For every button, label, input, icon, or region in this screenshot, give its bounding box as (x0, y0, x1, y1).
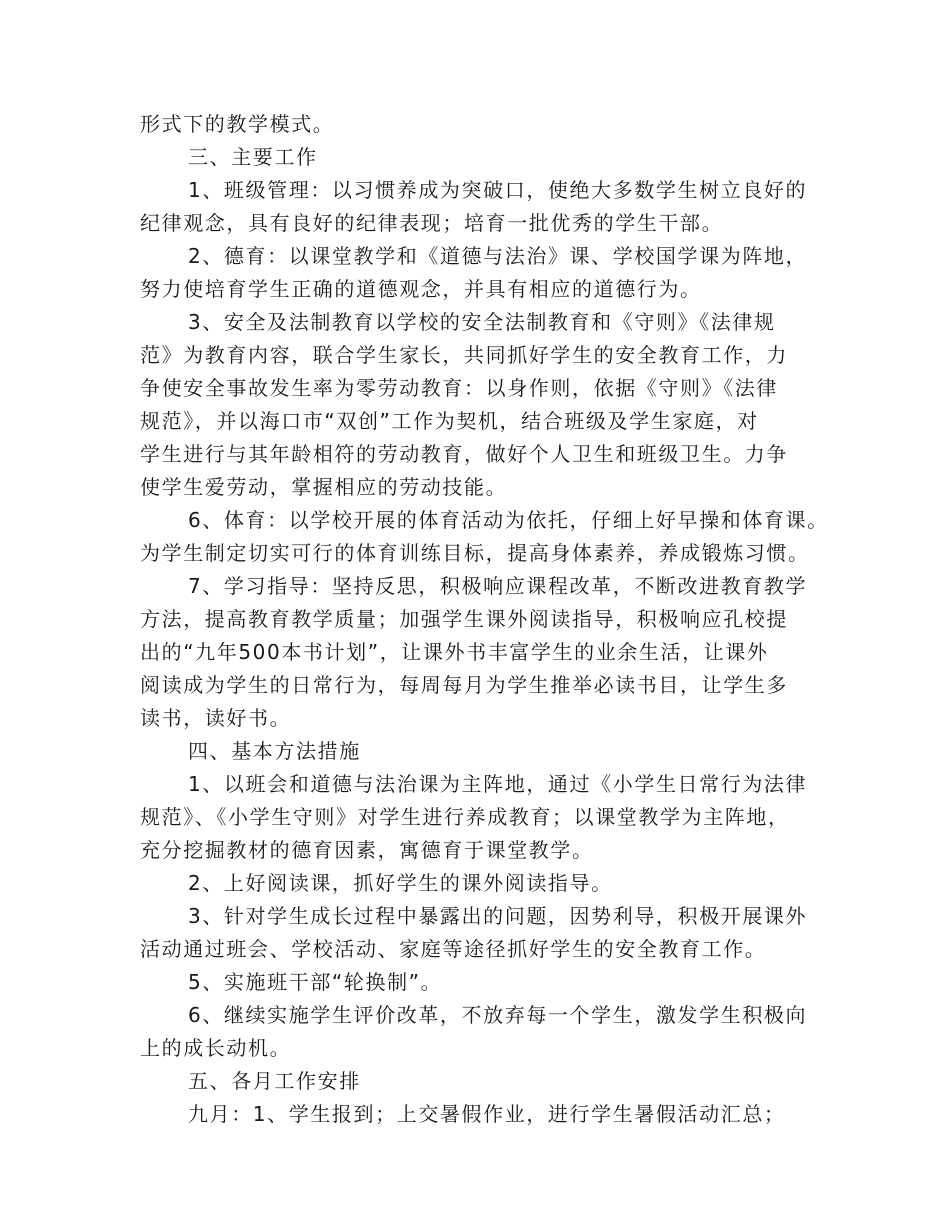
text-line: 规范》，并以海口市“双创”工作为契机，结合班级及学生家庭，对 (140, 409, 759, 433)
text-line: 6、体育：以学校开展的体育活动为依托，仔细上好早操和体育课。 (188, 508, 829, 532)
section-heading: 五、各月工作安排 (188, 1069, 361, 1093)
text-line: 6、继续实施学生评价改革，不放弃每一个学生，激发学生积极向 (188, 1003, 808, 1027)
text-line: 范》为教育内容，联合学生家长，共同抓好学生的安全教育工作，力 (140, 343, 788, 367)
text-line: 使学生爱劳动，掌握相应的劳动技能。 (140, 475, 508, 499)
text-line: 出的“九年500本书计划”，让课外书丰富学生的业余生活，让课外 (140, 640, 769, 664)
text-line: 学生进行与其年龄相符的劳动教育，做好个人卫生和班级卫生。力争 (140, 442, 788, 466)
text-line: 阅读成为学生的日常行为，每周每月为学生推举必读书目，让学生多 (140, 673, 788, 697)
text-line: 为学生制定切实可行的体育训练目标，提高身体素养，养成锻炼习惯。 (140, 541, 810, 565)
text-line: 充分挖掘教材的德育因素，寓德育于课堂教学。 (140, 838, 594, 862)
text-line: 规范》、《小学生守则》对学生进行养成教育；以课堂教学为主阵地， (140, 805, 790, 829)
text-line: 1、以班会和道德与法治课为主阵地，通过《小学生日常行为法律 (188, 772, 808, 796)
text-line: 2、德育：以课堂教学和《道德与法治》课、学校国学课为阵地， (188, 244, 808, 268)
text-line: 上的成长动机。 (140, 1036, 292, 1060)
text-line: 九月：1、学生报到；上交暑假作业，进行学生暑假活动汇总； (188, 1102, 786, 1126)
text-line: 读书，读好书。 (140, 706, 292, 730)
text-line: 纪律观念，具有良好的纪律表现；培育一批优秀的学生干部。 (140, 211, 724, 235)
text-line: 方法，提高教育教学质量；加强学生课外阅读指导，积极响应孔校提 (140, 607, 788, 631)
section-heading: 四、基本方法措施 (188, 739, 361, 763)
text-line: 努力使培育学生正确的道德观念，并具有相应的道德行为。 (140, 277, 702, 301)
text-line: 争使安全事故发生率为零劳动教育：以身作则，依据《守则》《法律 (140, 376, 778, 400)
section-heading: 三、主要工作 (188, 145, 318, 169)
text-line: 5、实施班干部“轮换制”。 (188, 970, 443, 994)
text-line: 3、安全及法制教育以学校的安全法制教育和《守则》《法律规 (188, 310, 776, 334)
text-line: 形式下的教学模式。 (140, 112, 335, 136)
text-line: 1、班级管理：以习惯养成为突破口，使绝大多数学生树立良好的 (188, 178, 808, 202)
text-line: 活动通过班会、学校活动、家庭等途径抓好学生的安全教育工作。 (140, 937, 767, 961)
text-line: 7、学习指导：坚持反思，积极响应课程改革，不断改进教育教学 (188, 574, 808, 598)
text-line: 3、针对学生成长过程中暴露出的问题，因势利导，积极开展课外 (188, 904, 808, 928)
text-line: 2、上好阅读课，抓好学生的课外阅读指导。 (188, 871, 613, 895)
